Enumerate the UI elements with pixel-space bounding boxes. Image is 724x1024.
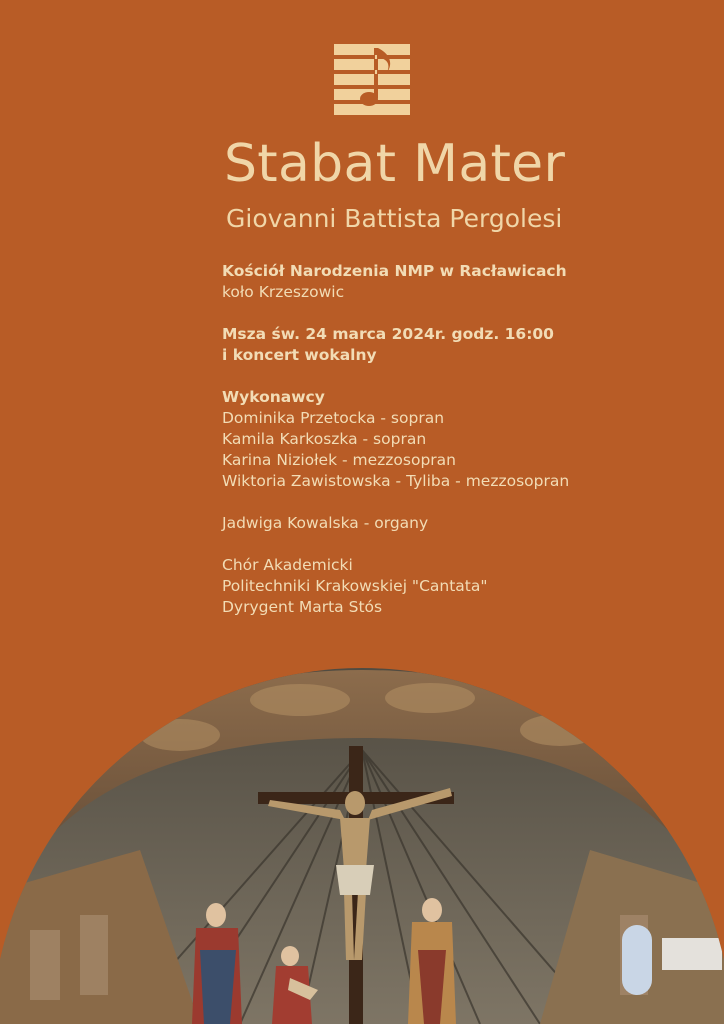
event-date-time: Msza św. 24 marca 2024r. godz. 16:00: [222, 325, 554, 343]
performer-item: Kamila Karkoszka - sopran: [222, 430, 427, 448]
performer-item: Dominika Przetocka - sopran: [222, 409, 445, 427]
music-note-staff-logo-icon: [334, 44, 410, 116]
church-interior-crucifix-photo: [0, 660, 724, 1024]
concert-title: Stabat Mater: [224, 134, 566, 194]
organist: Jadwiga Kowalska - organy: [222, 514, 429, 532]
venue-location: koło Krzeszowic: [222, 283, 345, 301]
choir-line: Chór Akademicki: [222, 556, 353, 574]
event-type: i koncert wokalny: [222, 346, 377, 364]
performers-heading: Wykonawcy: [222, 388, 325, 406]
composer-name: Giovanni Battista Pergolesi: [226, 204, 563, 233]
venue-name: Kościół Narodzenia NMP w Racławicach: [222, 262, 567, 280]
performer-item: Wiktoria Zawistowska - Tyliba - mezzosopran: [222, 472, 570, 490]
choir-line: Politechniki Krakowskiej "Cantata": [222, 577, 488, 595]
performer-item: Karina Niziołek - mezzosopran: [222, 451, 456, 469]
event-details: [222, 261, 702, 618]
choir-line: Dyrygent Marta Stós: [222, 598, 383, 616]
